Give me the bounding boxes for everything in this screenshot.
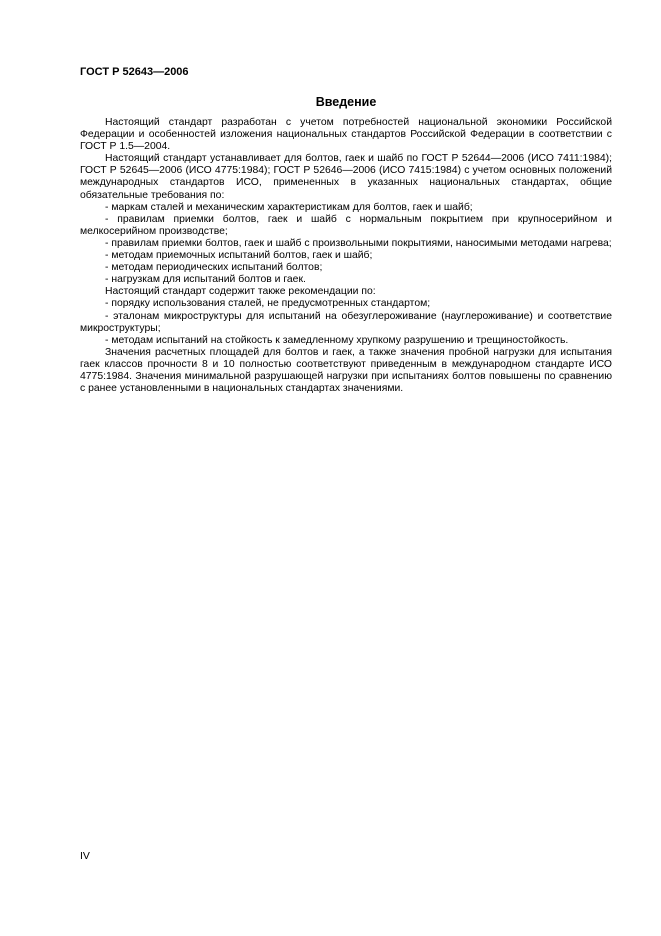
list-item: - маркам сталей и механическим характеристикам для болтов, гаек и шайб; — [105, 201, 473, 213]
page-number: IV — [80, 850, 90, 862]
list-item: - методам испытаний на стойкость к замедленному хрупкому разрушению и трещиностойкость. — [105, 334, 569, 346]
list-item: - порядку использования сталей, не предусмотренных стандартом; — [105, 298, 431, 310]
paragraph: Настоящий стандарт содержит также рекомендации по: — [105, 286, 376, 298]
list-item: - нагрузкам для испытаний болтов и гаек. — [105, 274, 306, 286]
list-item: - методам приемочных испытаний болтов, гаек и шайб; — [105, 250, 373, 262]
paragraph: Значения расчетных площадей для болтов и гаек, а также значения пробной нагрузки для испытания гаек классов прочности 8 и 10 полностью соответствуют приведенным в международном стандарте ИСО 4775:1984. Значения минимальной разрушающей нагрузки при испытаниях болтов повышены по сравнению с ранее установленными в национальных стандартах значениями. — [80, 346, 612, 395]
list-item: - методам периодических испытаний болтов; — [105, 262, 323, 274]
list-item: - правилам приемки болтов, гаек и шайб с произвольными покрытиями, наносимыми методами нагрева; — [105, 237, 612, 249]
document-code-header: ГОСТ Р 52643—2006 — [80, 66, 189, 78]
paragraph: Настоящий стандарт разработан с учетом потребностей национальной экономики Российской Федерации и особенностей изложения национальных стандартов Российской Федерации в соответствии с ГОСТ Р 1.5—2004. — [80, 117, 612, 153]
introduction-body — [80, 117, 612, 395]
section-title: Введение — [315, 95, 377, 109]
list-item: - эталонам микроструктуры для испытаний на обезуглероживание (науглероживание) и соответствие микроструктуры; — [80, 310, 612, 334]
list-item: - правилам приемки болтов, гаек и шайб с нормальным покрытием при крупносерийном и мелкосерийном производстве; — [80, 213, 612, 237]
paragraph: Настоящий стандарт устанавливает для болтов, гаек и шайб по ГОСТ Р 52644—2006 (ИСО 7411:1984); ГОСТ Р 52645—2006 (ИСО 4775:1984); ГОСТ Р 52646—2006 (ИСО 7415:1984) с учетом основных положений международных стандартов ИСО, примененных в указанных национальных стандартах, общие обязательные требования по: — [80, 153, 612, 201]
